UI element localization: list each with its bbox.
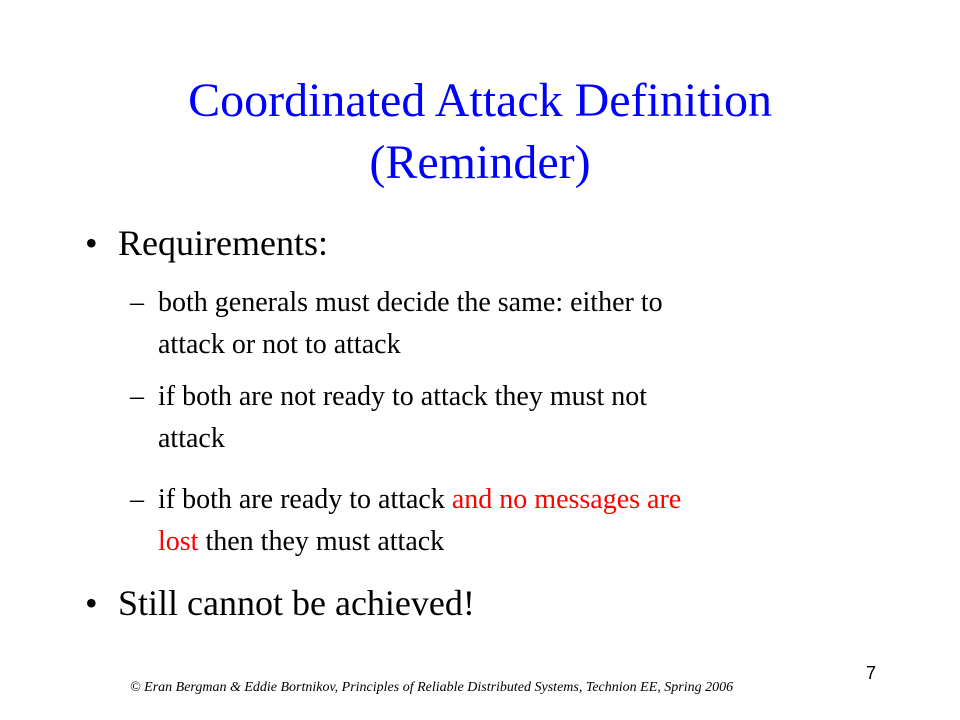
copyright-icon: © — [130, 680, 141, 695]
bullet-marker: • — [85, 583, 98, 623]
title-line-2: (Reminder) — [369, 136, 591, 189]
bullet-text: Still cannot be achieved! — [118, 583, 475, 623]
footer-text: Eran Bergman & Eddie Bortnikov, Principles of Reliable Distributed Systems, Technion EE, Spring 2006 — [144, 680, 734, 695]
subitem-line-1-highlight: and no messages are — [451, 484, 682, 515]
bullet-marker: • — [85, 223, 98, 263]
subitem-line-2: attack or not to attack — [158, 329, 401, 360]
subitem-line-2-plain: then they must attack — [198, 526, 445, 557]
dash-marker: – — [130, 287, 144, 318]
subitem-line-1: if both are not ready to attack they must not — [158, 381, 648, 412]
subitem-text — [158, 376, 870, 460]
slide-title — [0, 70, 960, 194]
dash-marker: – — [130, 484, 144, 515]
page-number: 7 — [866, 663, 877, 683]
title-line-1: Coordinated Attack Definition — [188, 74, 772, 127]
footer-copyright — [130, 680, 733, 696]
subitem-line-1: both generals must decide the same: either to — [158, 287, 663, 318]
dash-marker: – — [130, 381, 144, 412]
subitem-line-2: attack — [158, 423, 225, 454]
subitem-line-2-highlight: lost — [158, 526, 199, 557]
subitem-line-1-plain: if both are ready to attack — [158, 484, 452, 515]
subitem-text — [158, 479, 870, 563]
subitem-text — [158, 282, 870, 366]
bullet-text: Requirements: — [118, 223, 328, 263]
